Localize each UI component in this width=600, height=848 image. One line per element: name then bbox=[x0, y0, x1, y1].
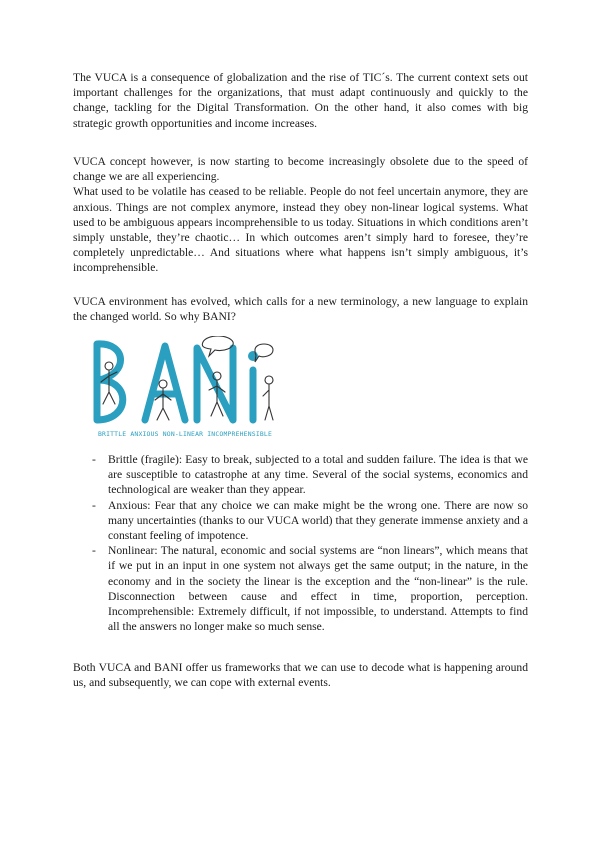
bullet-marker: - bbox=[92, 498, 96, 512]
letter-a bbox=[145, 346, 185, 420]
obsolete-text-1: VUCA concept however, is now starting to become increasingly obsolete due to the speed of change we are all experiencing. bbox=[73, 155, 528, 184]
list-item bbox=[92, 498, 528, 544]
bani-logo-letters bbox=[97, 344, 253, 420]
closing-text: Both VUCA and BANI offer us frameworks that we can use to decode what is happening around us, and subsequently, we can cope with external events. bbox=[73, 661, 528, 690]
bullet-text-brittle: Brittle (fragile): Easy to break, subjected to a total and sudden failure. The idea is that we are susceptible to catastrophe at any time. Several of the social systems, economics and technological are weaker than they appear. bbox=[108, 453, 528, 497]
figure-head bbox=[105, 362, 113, 370]
speech-bubble-icon bbox=[255, 344, 273, 362]
bullet-marker: - bbox=[92, 544, 96, 558]
closing-paragraph bbox=[73, 660, 528, 690]
bullet-text-anxious: Anxious: Fear that any choice we can make might be the wrong one. There are now so many uncertainties (thanks to our VUCA world) that they generate immense anxiety and a constant feeling of impotence. bbox=[108, 498, 528, 543]
evolved-paragraph bbox=[73, 294, 528, 324]
intro-paragraph bbox=[73, 70, 528, 131]
list-item bbox=[92, 543, 528, 634]
bani-bullet-list bbox=[92, 452, 528, 634]
list-item bbox=[92, 452, 528, 498]
bani-caption: BRITTLE ANXIOUS NON-LINEAR INCOMPREHENSIBLE bbox=[97, 430, 273, 438]
speech-bubble-icon bbox=[202, 336, 233, 356]
figure-head bbox=[159, 380, 167, 388]
figure-body bbox=[263, 384, 273, 420]
bani-illustration bbox=[83, 336, 283, 444]
obsolete-paragraph bbox=[73, 154, 528, 276]
bullet-marker: - bbox=[92, 453, 96, 466]
obsolete-text-2: What used to be volatile has ceased to be reliable. People do not feel uncertain anymore, they are anxious. Things are not complex anymore, instead they obey non-linear logical systems. What used to be ambiguous appears incomprehensible to us today. Situations in which conditions aren’t simply unstable, they’re chaotic… In which outcomes aren’t simply hard to foresee, they’re completely unpredictable… And situations where what happens isn’t simply ambiguous, it’s incomprehensible. bbox=[73, 185, 528, 275]
intro-text: The VUCA is a consequence of globalization and the rise of TIC´s. The current context sets out important challenges for the organizations, that must adapt continuously and quickly to the change, tackling for the Digital Transformation. On the other hand, it also comes with big strategic growth opportunities and income increases. bbox=[73, 71, 528, 130]
bullet-text-nonlinear: Nonlinear: The natural, economic and social systems are “non linears”, which means that if we put in an input in one system not always get the same output; in the nature, in the economy and in the society the linear is the exception and the “non-linear” is the rule. Disconnection between cause and effect in time, proportion, perception. Incomprehensible: Extremely difficult, if not impossible, to understand. Attempts to find all the answers no longer make so much sense. bbox=[108, 544, 528, 634]
stick-figures bbox=[101, 336, 273, 420]
figure-head bbox=[265, 376, 273, 384]
evolved-text: VUCA environment has evolved, which calls for a new terminology, a new language to explain the changed world. So why BANI? bbox=[73, 295, 528, 324]
letter-n bbox=[197, 348, 233, 420]
